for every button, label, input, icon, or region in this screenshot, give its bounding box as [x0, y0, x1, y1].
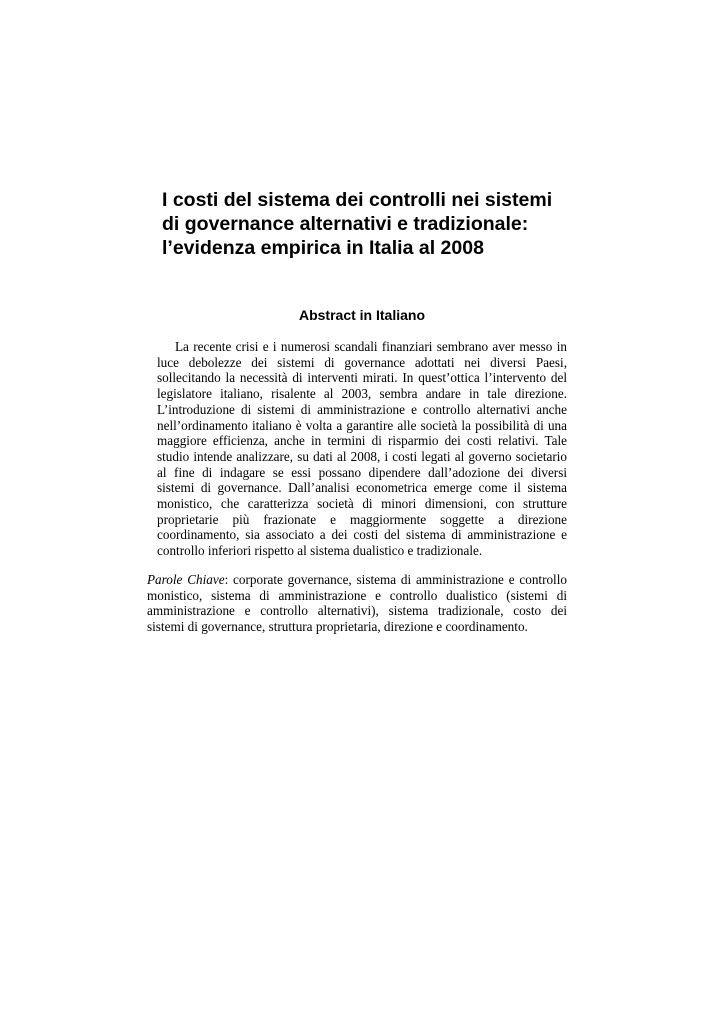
abstract-body	[157, 339, 567, 559]
abstract-line: sollecitando la necessità di interventi mirati. In quest’ottica l’intervento del	[157, 370, 567, 386]
abstract-heading: Abstract in Italiano	[298, 307, 426, 323]
title-line: di governance alternativi e tradizionale:	[162, 213, 529, 235]
paper-title	[162, 188, 582, 260]
keywords-line	[147, 572, 567, 588]
keywords-paragraph	[147, 572, 567, 635]
abstract-line: luce debolezze dei sistemi di governance adottati nei diversi Paesi,	[157, 354, 567, 370]
abstract-line: al fine di indagare se essi possano dipendere dall’adozione dei diversi	[157, 464, 567, 480]
title-line: l’evidenza empirica in Italia al 2008	[162, 237, 484, 259]
abstract-line: legislatore italiano, risalente al 2003, sembra andare in tale direzione.	[157, 386, 567, 402]
title-line: I costi del sistema dei controlli nei sistemi	[162, 189, 553, 211]
abstract-line: La recente crisi e i numerosi scandali finanziari sembrano aver messo in	[175, 339, 567, 354]
abstract-line: nell’ordinamento italiano è volta a garantire alle società la possibilità di una	[157, 417, 567, 433]
abstract-line: studio intende analizzare, su dati al 2008, i costi legati al governo societario	[157, 448, 567, 464]
keywords-line: sistemi di governance, struttura proprietaria, direzione e coordinamento.	[147, 619, 528, 635]
abstract-line: sistemi di governance. Dall’analisi econometrica emerge come il sistema	[157, 480, 567, 496]
abstract-line: proprietarie più frazionate e maggiormente soggette a direzione	[157, 511, 567, 527]
keywords-line: monistico, sistema di amministrazione e controllo dualistico (sistemi di	[147, 587, 567, 603]
abstract-line: monistico, che caratterizza società di minori dimensioni, con strutture	[157, 496, 567, 512]
keywords-label: Parole Chiave	[147, 572, 225, 587]
abstract-line: maggiore efficienza, anche in termini di risparmio dei costi relativi. Tale	[157, 433, 567, 449]
abstract-line: controllo inferiori rispetto al sistema dualistico e tradizionale.	[157, 543, 483, 559]
abstract-line: L’introduzione di sistemi di amministrazione e controllo alternativi anche	[157, 401, 567, 417]
abstract-line: coordinamento, sia associato a dei costi del sistema di amministrazione e	[157, 527, 567, 543]
keywords-text: : corporate governance, sistema di amministrazione e controllo	[224, 572, 567, 587]
keywords-line: amministrazione e controllo alternativi), sistema tradizionale, costo dei	[147, 603, 567, 619]
